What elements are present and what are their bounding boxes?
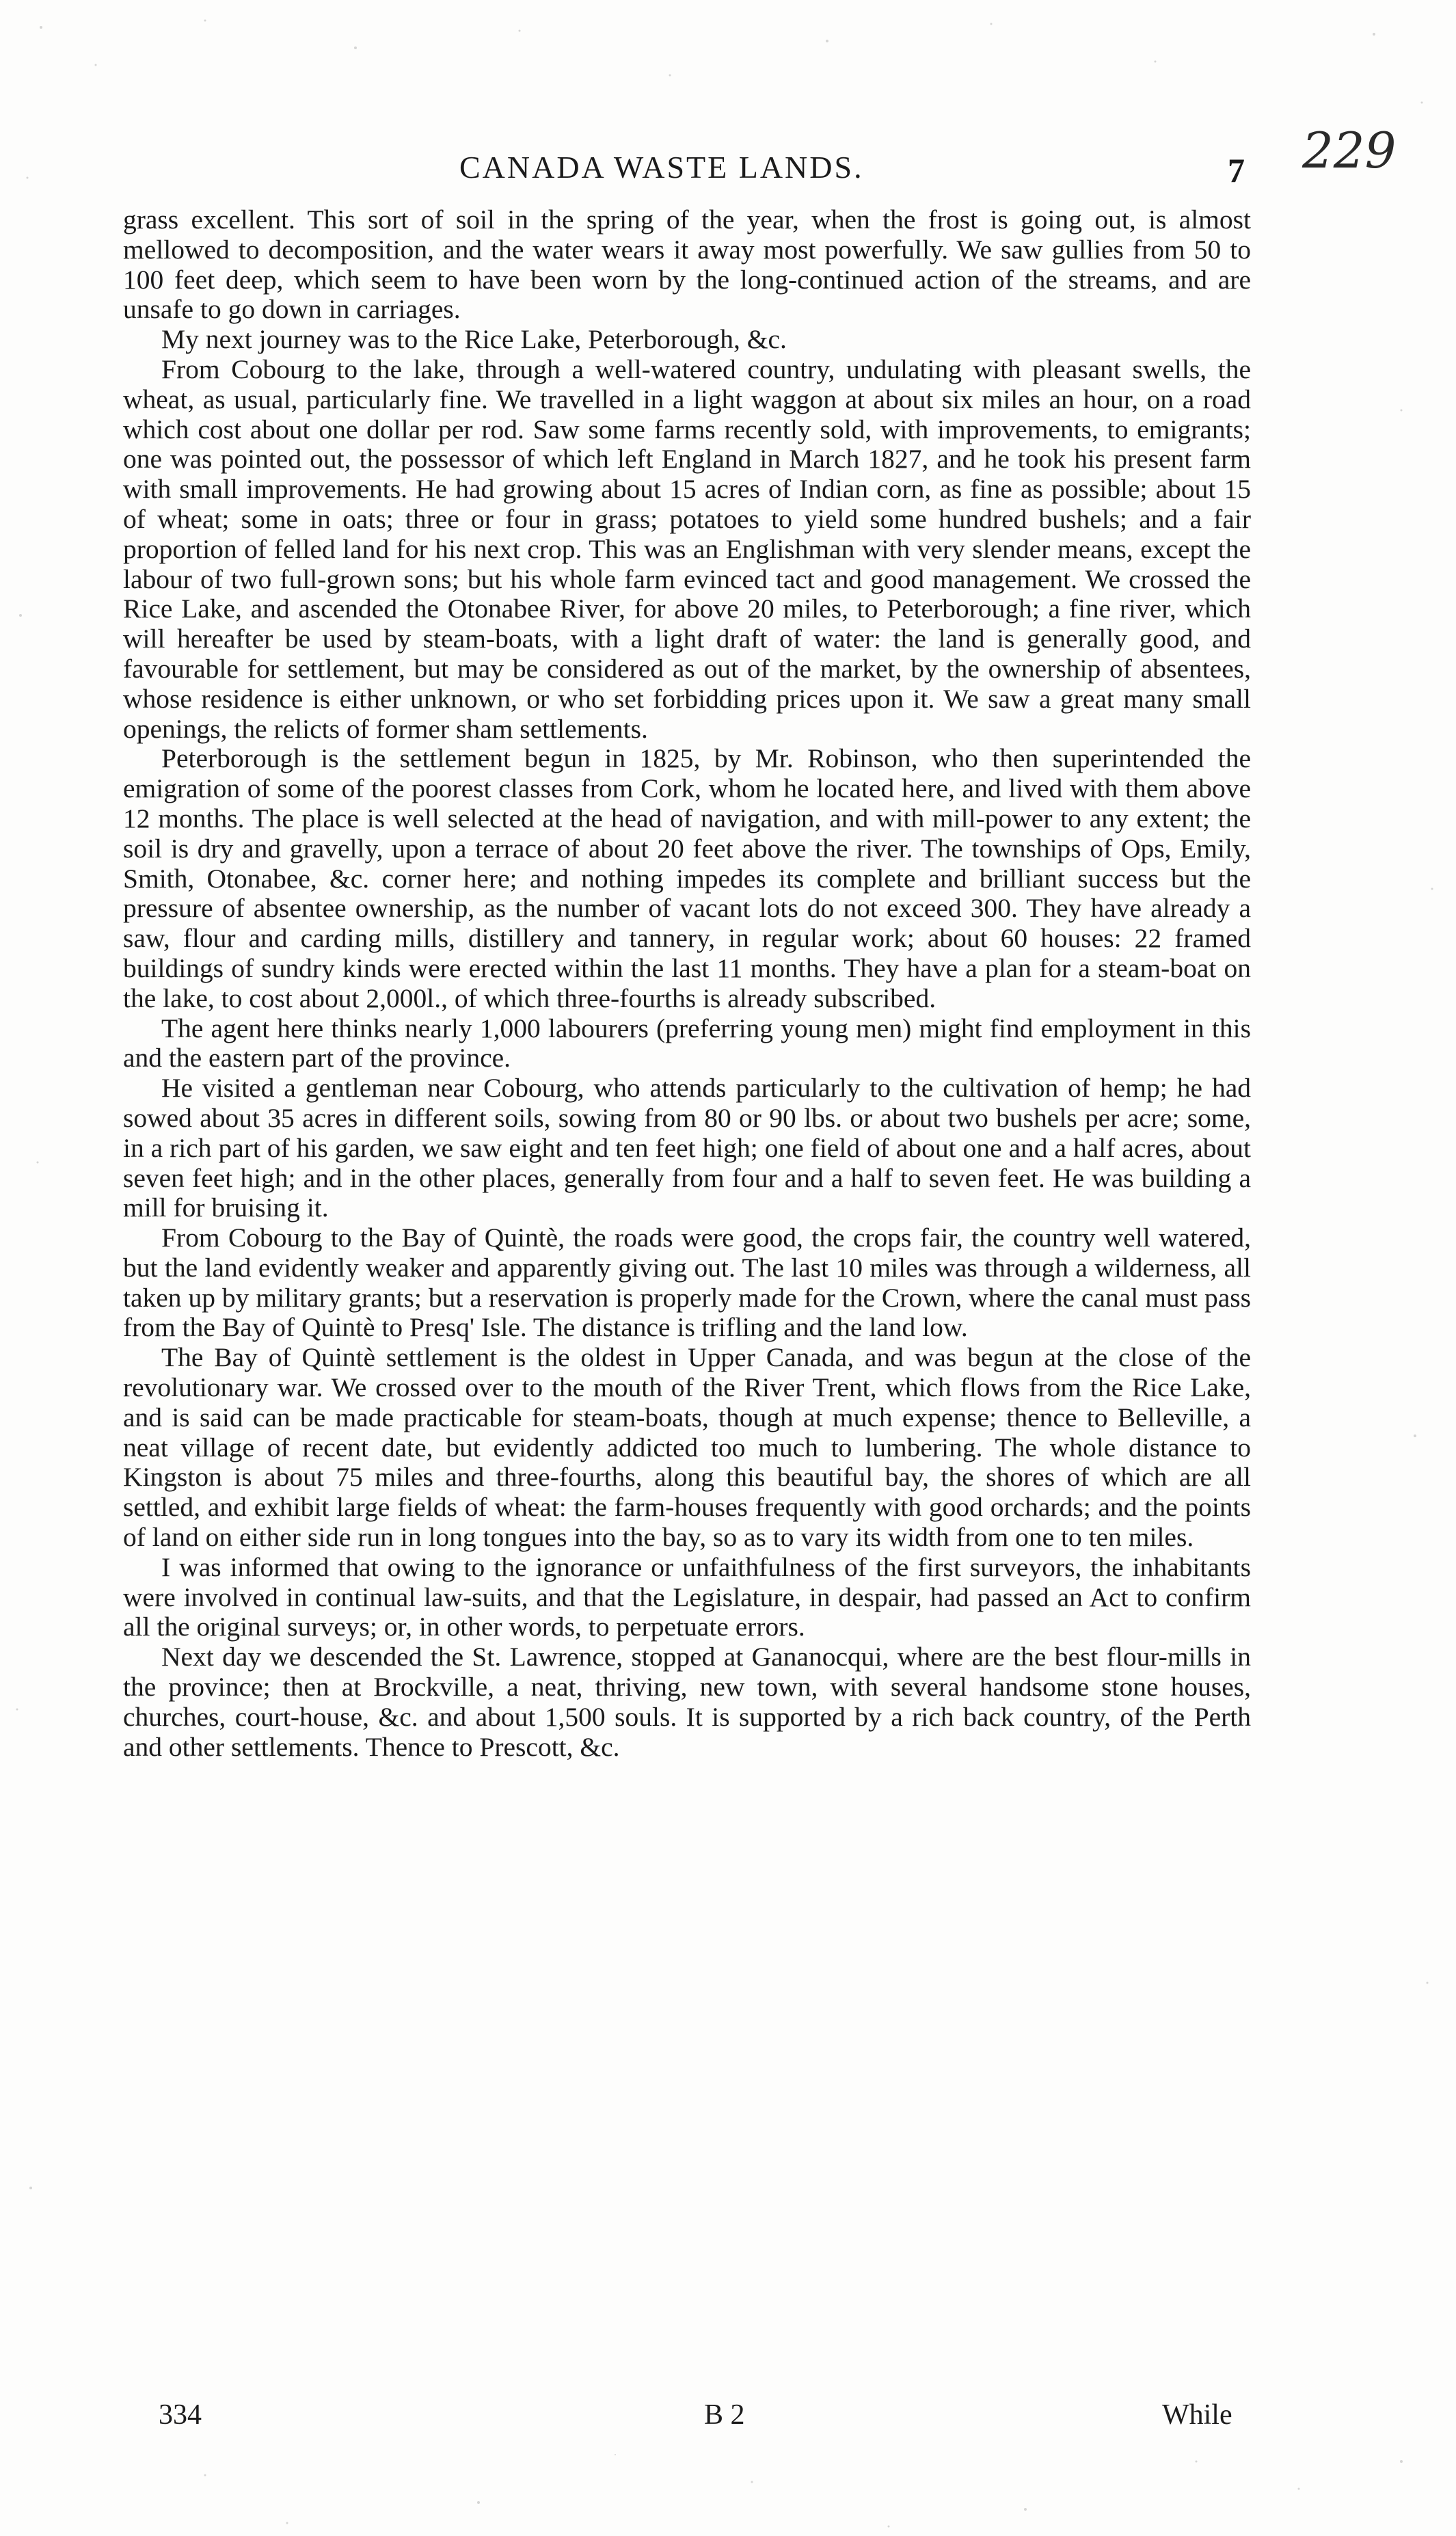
paragraph: From Cobourg to the lake, through a well-watered country, undulating with pleasant swells, the wheat, as usual, particularly fine. We travelled in a light waggon at about six miles an hour, on a road which cost about one dollar per rod. Saw some farms recently sold, with improvements, to emigrants; one was pointed out, the possessor of which left England in March 1827, and he took his present farm with small improvements. He had growing about 15 acres of Indian corn, as fine as possible; about 15 of wheat; some in oats; three or four in grass; potatoes to yield some hundred bushels; and a fair proportion of felled land for his next crop. This was an Englishman with very slender means, except the labour of two full-grown sons; but his whole farm evinced tact and good management. We crossed the Rice Lake, and ascended the Otonabee River, for above 20 miles, to Peterborough; a fine river, which will hereafter be used by steam-boats, with a light draft of water: the land is generally good, and favourable for settlement, but may be considered as out of the market, by the ownership of absentees, whose residence is either unknown, or who set forbidding prices upon it. We saw a great many small openings, the relicts of former sham settlements.	[123, 353, 1251, 744]
body-text	[123, 205, 1251, 1762]
paragraph: My next journey was to the Rice Lake, Peterborough, &c.	[161, 324, 787, 355]
handwritten-archive-number: 229	[1302, 122, 1397, 179]
page-header	[0, 122, 1456, 197]
paragraph: I was informed that owing to the ignorance or unfaithfulness of the first surveyors, the inhabitants were involved in continual law-suits, and that the Legislature, in despair, had passed an Act to confirm all the original surveys; or, in other words, to perpetuate errors.	[123, 1551, 1251, 1642]
running-title: CANADA WASTE LANDS.	[459, 150, 864, 185]
footer-number: 334	[159, 2399, 202, 2431]
paragraph: grass excellent. This sort of soil in the spring of the year, when the frost is going out, is almost mellowed to decomposition, and the water wears it away most powerfully. We saw gullies from 50 to 100 feet deep, which seem to have been worn by the long-continued action of the streams, and are unsafe to go down in carriages.	[123, 204, 1251, 325]
paragraph: The agent here thinks nearly 1,000 labourers (preferring young men) might find employment in this and the eastern part of the province.	[123, 1013, 1251, 1073]
page-number: 7	[1228, 151, 1245, 189]
paragraph: Next day we descended the St. Lawrence, stopped at Gananocqui, where are the best flour-mills in the province; then at Brockville, a neat, thriving, new town, with several handsome stone houses, churches, court-house, &c. and about 1,500 souls. It is supported by a rich back country, of the Perth and other settlements. Thence to Prescott, &c.	[123, 1642, 1251, 1762]
paragraph: He visited a gentleman near Cobourg, who attends particularly to the cultivation of hemp; he had sowed about 35 acres in different soils, sowing from 80 or 90 lbs. or about two bushels per acre; some, in a rich part of his garden, we saw eight and ten feet high; one field of about one and a half acres, about seven feet high; and in the other places, generally from four and a half to seven feet. He was building a mill for bruising it.	[123, 1073, 1251, 1223]
paragraph: From Cobourg to the Bay of Quintè, the roads were good, the crops fair, the country well watered, but the land evidently weaker and apparently giving out. The last 10 miles was through a wilderness, all taken up by military grants; but a reservation is properly made for the Crown, where the canal must pass from the Bay of Quintè to Presq' Isle. The distance is trifling and the land low.	[123, 1223, 1251, 1343]
paragraph: The Bay of Quintè settlement is the oldest in Upper Canada, and was begun at the close of the revolutionary war. We crossed over to the mouth of the River Trent, which flows from the Rice Lake, and is said can be made practicable for steam-boats, though at much expense; thence to Belleville, a neat village of recent date, but evidently addicted too much to lumbering. The whole distance to Kingston is about 75 miles and three-fourths, along this beautiful bay, the shores of which are all settled, and exhibit large fields of wheat: the farm-houses frequently with good orchards; and the points of land on either side run in long tongues into the bay, so as to vary its width from one to ten miles.	[123, 1342, 1251, 1553]
paragraph: Peterborough is the settlement begun in 1825, by Mr. Robinson, who then superintended the emigration of some of the poorest classes from Cork, whom he located here, and lived with them above 12 months. The place is well selected at the head of navigation, and with mill-power to any extent; the soil is dry and gravelly, upon a terrace of about 20 feet above the river. The townships of Ops, Emily, Smith, Otonabee, &c. corner here; and nothing impedes its complete and brilliant success but the pressure of absentee ownership, as the number of vacant lots do not exceed 300. They have already a saw, flour and carding mills, distillery and tannery, in regular work; about 60 houses: 22 framed buildings of sundry kinds were erected within the last 11 months. They have a plan for a steam-boat on the lake, to cost about 2,000l., of which three-fourths is already subscribed.	[123, 743, 1251, 1013]
page-footer	[0, 2399, 1456, 2440]
signature-mark: B 2	[704, 2399, 745, 2431]
catchword: While	[1162, 2399, 1232, 2431]
